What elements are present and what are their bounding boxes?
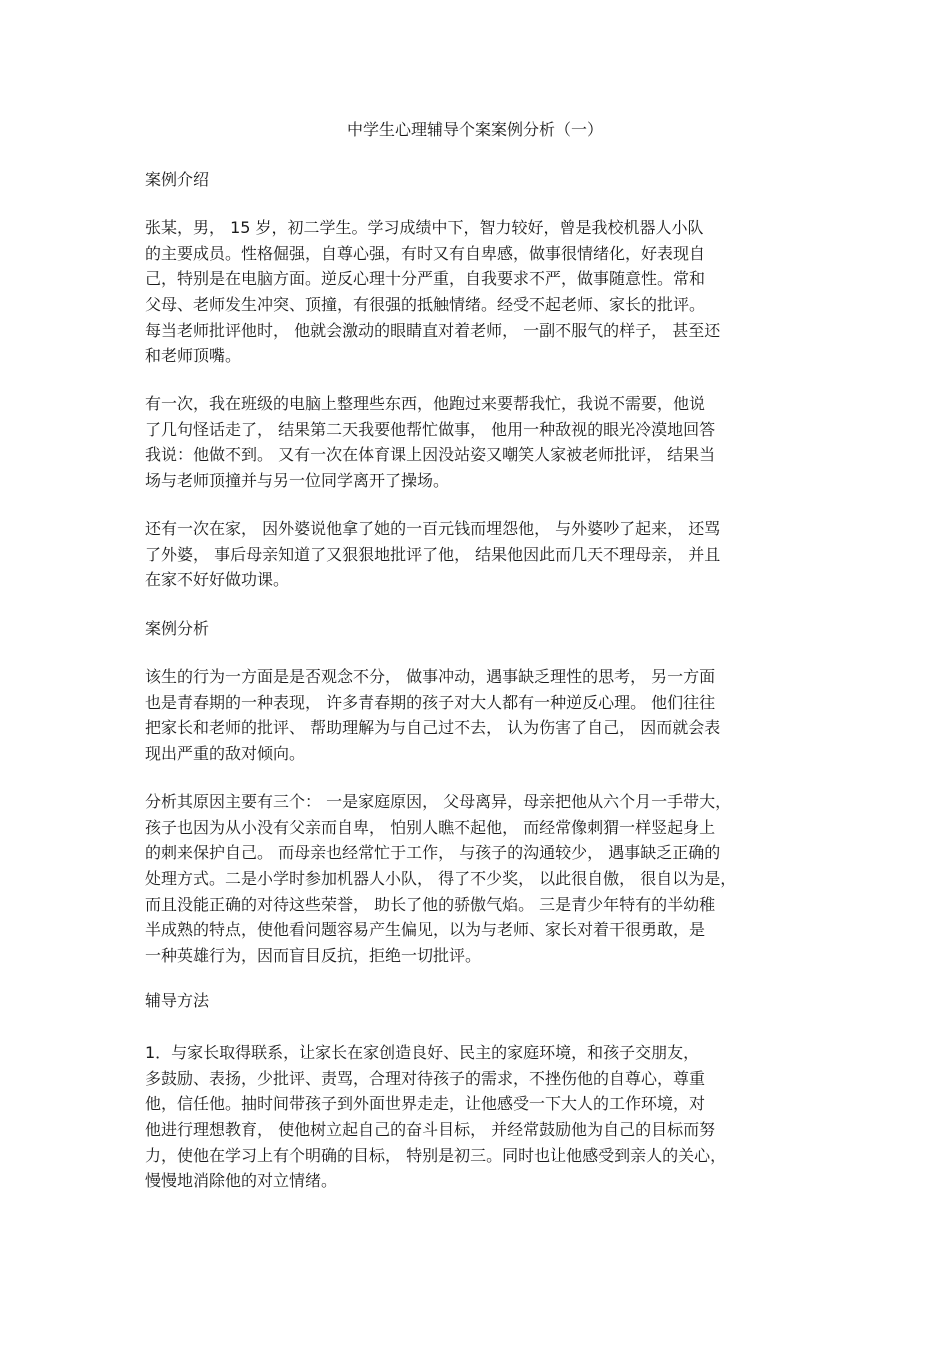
text-line: 在家不好好做功课。 xyxy=(145,570,290,590)
section-heading-intro: 案例介绍 xyxy=(145,170,210,189)
text-line: 每当老师批评他时， 他就会激动的眼睛直对着老师， 一副不服气的样子， 甚至还 xyxy=(145,320,721,340)
paragraph-intro-2 xyxy=(145,391,810,494)
text-line: 1．与家长取得联系，让家长在家创造良好、民主的家庭环境，和孩子交朋友， xyxy=(145,1043,700,1062)
section-heading-analysis: 案例分析 xyxy=(145,619,210,638)
text-line: 力，使他在学习上有个明确的目标， 特别是初三。同时也让他感受到亲人的关心， xyxy=(145,1145,727,1165)
text-line: 把家长和老师的批评、 帮助理解为与自己过不去， 认为伤害了自己， 因而就会表 xyxy=(145,718,721,738)
document-title: 中学生心理辅导个案案例分析（一） xyxy=(346,120,603,139)
text-line: 的刺来保护自己。 而母亲也经常忙于工作， 与孩子的沟通较少， 遇事缺乏正确的 xyxy=(145,843,721,863)
paragraph-analysis-2 xyxy=(145,789,810,969)
text-line: 还有一次在家， 因外婆说他拿了她的一百元钱而埋怨他， 与外婆吵了起来， 还骂 xyxy=(145,519,721,538)
text-line: 己，特别是在电脑方面。逆反心理十分严重，自我要求不严，做事随意性。常和 xyxy=(145,269,706,289)
text-line: 处理方式。二是小学时参加机器人小队， 得了不少奖， 以此很自傲， 很自以为是， xyxy=(145,869,737,889)
text-line: 张某，男， 15 岁，初二学生。学习成绩中下，智力较好，曾是我校机器人小队 xyxy=(145,218,704,237)
text-line: 也是青春期的一种表现， 许多青春期的孩子对大人都有一种逆反心理。 他们往往 xyxy=(145,692,716,712)
text-line: 多鼓励、表扬，少批评、责骂，合理对待孩子的需求，不挫伤他的自尊心，尊重 xyxy=(145,1068,706,1088)
text-line: 一种英雄行为，因而盲目反抗，拒绝一切批评。 xyxy=(145,946,482,966)
paragraph-intro-3 xyxy=(145,516,810,593)
text-line: 而且没能正确的对待这些荣誉， 助长了他的骄傲气焰。 三是青少年特有的半幼稚 xyxy=(145,894,716,914)
paragraph-method-1 xyxy=(145,1040,810,1194)
text-line: 有一次，我在班级的电脑上整理些东西，他跑过来要帮我忙，我说不需要，他说 xyxy=(145,394,706,413)
text-line: 我说：他做不到。 又有一次在体育课上因没站姿又嘲笑人家被老师批评， 结果当 xyxy=(145,445,716,465)
section-heading-method: 辅导方法 xyxy=(145,991,210,1010)
text-line: 半成熟的特点，使他看问题容易产生偏见，以为与老师、家长对着干很勇敢，是 xyxy=(145,920,706,940)
text-line: 孩子也因为从小没有父亲而自卑， 怕别人瞧不起他， 而经常像刺猬一样竖起身上 xyxy=(145,817,716,837)
text-line: 和老师顶嘴。 xyxy=(145,346,242,366)
text-line: 的主要成员。性格倔强，自尊心强，有时又有自卑感，做事很情绪化，好表现自 xyxy=(145,243,706,263)
text-line: 慢慢地消除他的对立情绪。 xyxy=(145,1171,338,1191)
paragraph-intro-1 xyxy=(145,215,810,369)
text-line: 父母、老师发生冲突、顶撞，有很强的抵触情绪。经受不起老师、家长的批评。 xyxy=(145,295,706,315)
text-line: 了外婆， 事后母亲知道了又狠狠地批评了他， 结果他因此而几天不理母亲， 并且 xyxy=(145,544,721,564)
text-line: 他进行理想教育， 使他树立起自己的奋斗目标， 并经常鼓励他为自己的目标而努 xyxy=(145,1120,716,1140)
text-line: 了几句怪话走了， 结果第二天我要他帮忙做事， 他用一种敌视的眼光冷漠地回答 xyxy=(145,419,716,439)
text-line: 他，信任他。抽时间带孩子到外面世界走走，让他感受一下大人的工作环境，对 xyxy=(145,1094,706,1114)
text-line: 场与老师顶撞并与另一位同学离开了操场。 xyxy=(145,471,450,491)
paragraph-analysis-1 xyxy=(145,664,810,767)
text-line: 分析其原因主要有三个： 一是家庭原因， 父母离异，母亲把他从六个月一手带大， xyxy=(145,792,732,811)
text-line: 该生的行为一方面是是否观念不分， 做事冲动，遇事缺乏理性的思考， 另一方面 xyxy=(145,667,716,686)
text-line: 现出严重的敌对倾向。 xyxy=(145,744,306,764)
